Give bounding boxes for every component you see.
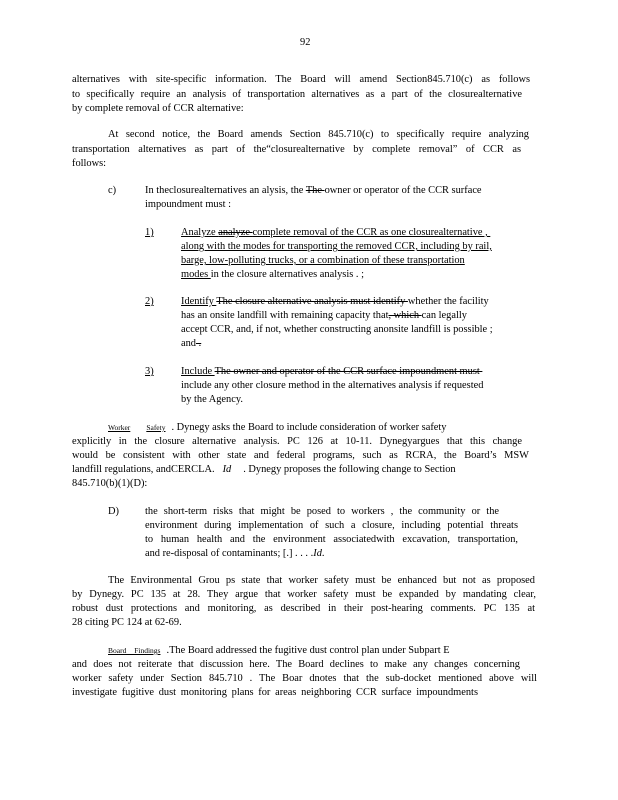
text-span: landfill regulations, andCERCLA. <box>72 464 215 475</box>
list-number: 2) <box>145 296 154 307</box>
text-line: the short-term risks that might be posed to workers , the community or the <box>145 506 499 517</box>
text-line <box>181 339 201 349</box>
list-number: 1) <box>145 227 154 238</box>
text-span: can legally <box>421 310 467 321</box>
text-line: At second notice, the Board amends Section 845.710(c) to specifically require analyzing <box>108 129 529 140</box>
text-span: . <box>321 548 325 559</box>
text-line: robust dust protections and monitoring, as described in their post-hearing comments. PC 135 at <box>72 603 535 614</box>
text-line: transportation alternatives as part of the“closurealternative by complete removal” of CCR as <box>72 144 521 155</box>
text-line: 845.710(b)(1)(D): <box>72 478 148 489</box>
text-span: Identify <box>181 296 217 307</box>
struck-text: , which <box>388 310 422 321</box>
text-line <box>181 311 467 321</box>
text-span: . Dynegy asks the Board to include consideration of worker safety <box>171 422 447 433</box>
citation: Id <box>222 464 232 475</box>
text-line <box>181 367 482 377</box>
text-line: explicitly in the closure alternative analysis. PC 126 at 10-11. Dynegyargues that this change <box>72 436 522 447</box>
text-line <box>108 423 446 433</box>
text-line: 28 citing PC 124 at 62-69. <box>72 617 182 628</box>
text-span: modes <box>181 269 211 280</box>
text-line: investigate fugitive dust monitoring plans for areas neighboring CCR surface impoundments <box>72 687 478 698</box>
text-line: by the Agency. <box>181 394 243 405</box>
text-span: owner or operator of the CCR surface <box>324 185 482 196</box>
text-span: and re-disposal of contaminants; [.] . . . . <box>145 548 314 559</box>
text-line <box>181 270 364 280</box>
section-heading: Board Findings <box>108 646 161 655</box>
text-span: . Dynegy proposes the following change to Section <box>243 464 456 475</box>
list-label: c) <box>108 185 117 196</box>
section-heading: Worker <box>108 423 131 432</box>
text-line: and does not reiterate that discussion here. The Board declines to make any changes concerning <box>72 659 520 670</box>
text-line: The Environmental Grou ps state that worker safety must be enhanced but not as proposed <box>108 575 535 586</box>
text-line <box>72 465 456 475</box>
text-span: In theclosurealternatives an alysis, the <box>145 185 306 196</box>
text-line: would be consistent with other state and federal programs, such as RCRA, the Board’s MSW <box>72 450 529 461</box>
section-heading: Safety <box>146 423 166 432</box>
list-number: 3) <box>145 366 154 377</box>
citation: Id <box>313 548 322 559</box>
text-line <box>145 186 482 196</box>
struck-text: . <box>196 338 202 349</box>
text-line: along with the modes for transporting the removed CCR, including by rail, <box>181 241 492 252</box>
text-line: by complete removal of CCR alternative: <box>72 103 244 114</box>
text-span: in the closure alternatives analysis . ; <box>210 269 364 280</box>
text-line: include any other closure method in the alternatives analysis if requested <box>181 380 484 391</box>
text-line: alternatives with site-specific information. The Board will amend Section845.710(c) as follows <box>72 74 530 85</box>
text-line: barge, low-polluting trucks, or a combination of these transportation <box>181 255 465 266</box>
text-line <box>145 549 325 559</box>
struck-text: The owner and operator of the CCR surface impoundment must <box>214 366 483 377</box>
text-line: environment during implementation of such a closure, including potential threats <box>145 520 518 531</box>
text-line: impoundment must : <box>145 199 232 210</box>
text-span: complete removal of the CCR as one closurealternative , <box>252 227 491 238</box>
struck-text: analyze <box>218 227 253 238</box>
text-span: has an onsite landfill with remaining capacity that <box>181 310 389 321</box>
text-line: to specifically require an analysis of transportation alternatives as a part of the closurealternative <box>72 89 522 100</box>
text-line <box>108 646 450 656</box>
text-line: to human health and the environment associatedwith excavation, transportation, <box>145 534 518 545</box>
text-span: .The Board addressed the fugitive dust control plan under Subpart E <box>166 645 450 656</box>
struck-text: The <box>305 185 325 196</box>
text-line: by Dynegy. PC 135 at 28. They argue that worker safety must be expanded by mandating clear, <box>72 589 536 600</box>
text-span: whether the facility <box>407 296 489 307</box>
text-line: worker safety under Section 845.710 . The Boar dnotes that the sub-docket mentioned above will <box>72 673 537 684</box>
text-span: Analyze <box>181 227 219 238</box>
struck-text: The closure alternative analysis must identify <box>216 296 408 307</box>
text-line: accept CCR, and, if not, whether constructing anonsite landfill is possible ; <box>181 324 493 335</box>
list-label: D) <box>108 506 119 517</box>
text-line <box>181 297 489 307</box>
page-number: 92 <box>300 37 311 48</box>
text-span: and <box>181 338 197 349</box>
text-span: Include <box>181 366 215 377</box>
text-line: follows: <box>72 158 107 169</box>
text-line <box>181 228 490 238</box>
